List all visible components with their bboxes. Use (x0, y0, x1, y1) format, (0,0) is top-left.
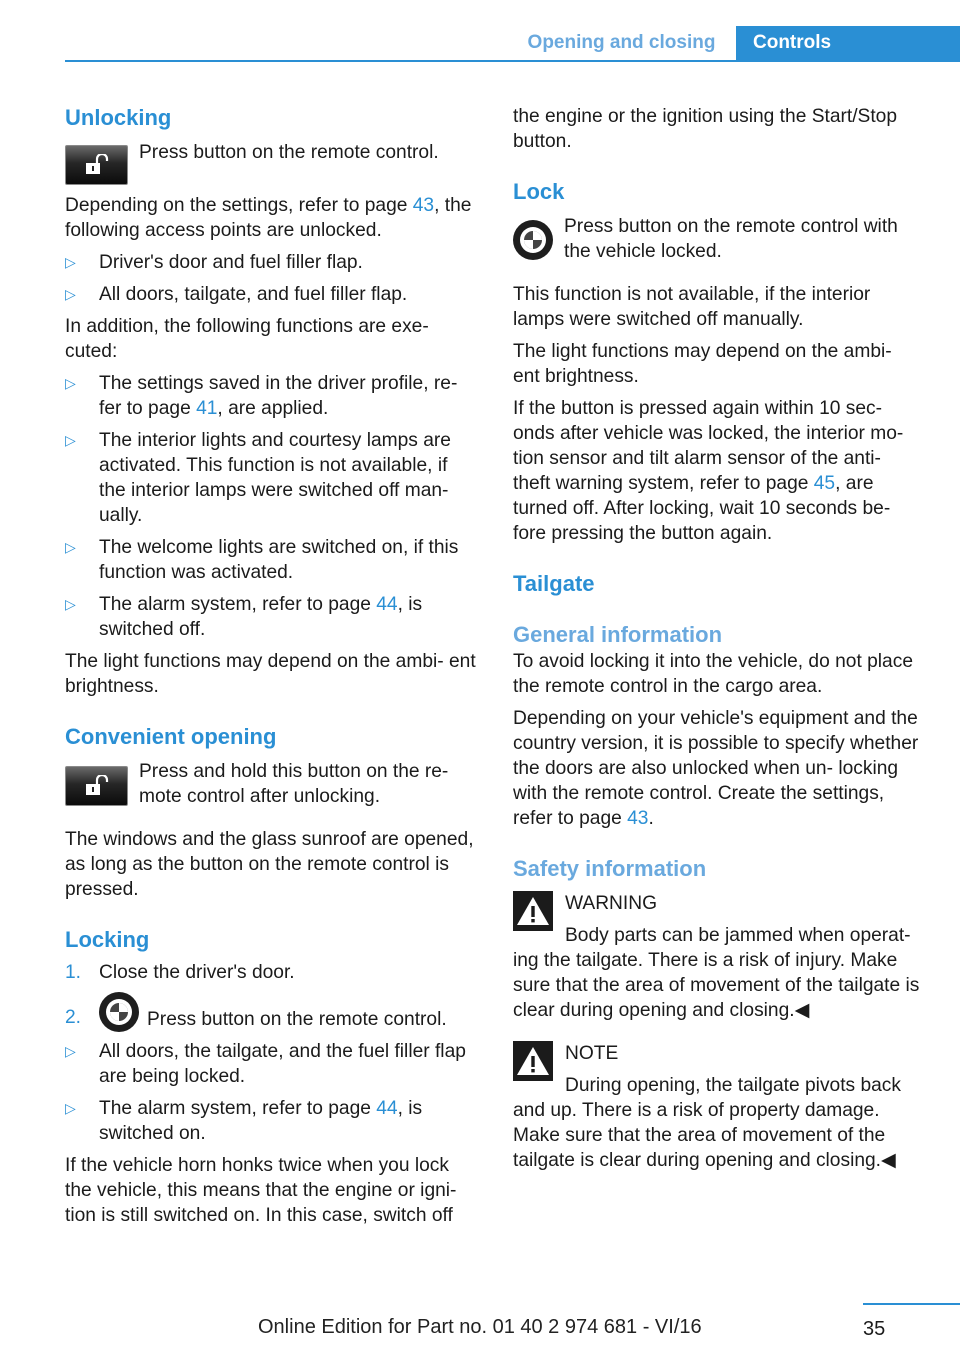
warning-block: WARNING Body parts can be jammed when operat‐ (513, 891, 923, 948)
unlock-icon (65, 766, 128, 806)
unlock-para: Depending on the settings, refer to page 43, the following access points are unlocked. (65, 195, 472, 241)
triangle-bullet-icon: ▷ (65, 432, 76, 448)
triangle-bullet-icon: ▷ (65, 1100, 76, 1116)
triangle-bullet-icon: ▷ (65, 375, 76, 391)
bmw-lock-button-icon (99, 992, 139, 1032)
convenient-para: The windows and the glass sunroof are opened, as long as the button on the remote control is pressed. (65, 829, 474, 900)
left-column (65, 104, 479, 1228)
note-block: NOTE During opening, the tailgate pivots back (513, 1041, 923, 1098)
lock-para-1: This function is not available, if the interior lamps were switched off manually. (513, 284, 871, 330)
unlock-button-text: Press button on the remote control. (139, 142, 439, 163)
continued-para: the engine or the ignition using the Start/Stop button. (513, 106, 898, 152)
unlocking-heading: Unlocking (65, 105, 172, 130)
lock-button-text: Press button on the remote control with the vehicle locked. (564, 216, 898, 262)
list-item: ▷ All doors, the tailgate, and the fuel filler flap are being locked. (65, 1041, 466, 1087)
locking-heading: Locking (65, 927, 150, 952)
convenient-button-row (65, 759, 479, 809)
list-item: 2. Press button on the remote control. (65, 992, 479, 1032)
list-item: ▷ The alarm system, refer to page 44, is switched on. (65, 1098, 423, 1144)
page-link-45[interactable]: 45 (813, 473, 836, 494)
chapter-tab[interactable]: Controls (736, 26, 960, 62)
triangle-bullet-icon: ▷ (65, 286, 76, 302)
list-item: ▷ All doors, tailgate, and fuel filler flap. (65, 284, 408, 305)
triangle-bullet-icon: ▷ (65, 254, 76, 270)
list-item: ▷ The alarm system, refer to page 44, is switched off. (65, 594, 423, 640)
list-item: ▷ Driver's door and fuel filler flap. (65, 252, 363, 273)
lock-button-row (513, 214, 923, 264)
lock-heading: Lock (513, 179, 565, 204)
right-column (513, 104, 923, 1173)
unlock-icon (65, 145, 128, 185)
note-label: NOTE (565, 1043, 619, 1064)
locking-para: If the vehicle horn honks twice when you lock the vehicle, this means that the engine or igni‐ tion is still switched on. In this case, switch off (65, 1155, 457, 1226)
triangle-bullet-icon: ▷ (65, 596, 76, 612)
general-information-heading: General information (513, 622, 723, 647)
page-link-41[interactable]: 41 (196, 398, 218, 419)
safety-information-heading: Safety information (513, 856, 707, 881)
unlock-button-row (65, 140, 479, 185)
convenient-button-text: Press and hold this button on the re‐ mote control after unlocking. (139, 761, 449, 807)
note-text: and up. There is a risk of property damage. Make sure that the area of movement of the tailgate is clear during opening and closing.◀ (513, 1100, 896, 1171)
bmw-lock-button-icon (513, 220, 553, 260)
page-link-44[interactable]: 44 (376, 594, 398, 615)
edition-footer: Online Edition for Part no. 01 40 2 974 681 - VI/16 (258, 1316, 702, 1338)
lock-para-2: The light functions may depend on the ambi‐ ent brightness. (513, 341, 892, 387)
addition-para: In addition, the following functions are exe‐ cuted: (65, 316, 429, 362)
page-number: 35 (863, 1318, 886, 1340)
warning-icon (513, 1041, 553, 1081)
warning-text: ing the tailgate. There is a risk of injury. Make sure that the area of movement of the tailgate is clear during opening and closing.◀ (513, 950, 920, 1021)
list-item: ▷ The settings saved in the driver profile, re‐ fer to page 41, are applied. (65, 373, 458, 419)
convenient-opening-heading: Convenient opening (65, 724, 277, 749)
page-link-43[interactable]: 43 (627, 808, 649, 829)
page-link-43[interactable]: 43 (412, 195, 435, 216)
list-item: ▷ The welcome lights are switched on, if this function was activated. (65, 537, 459, 583)
warning-label: WARNING (565, 893, 658, 914)
page-link-44[interactable]: 44 (376, 1098, 398, 1119)
tailgate-heading: Tailgate (513, 571, 595, 596)
lock-para-3: If the button is pressed again within 10 sec‐ onds after vehicle was locked, the interior mo‐ tion sensor and tilt alarm sensor of the anti- theft warning system, refer to page 45, are turned off. After locking, wait 10 seconds be‐ fore pressing the button again. (513, 398, 904, 544)
footer-rule (863, 1303, 960, 1305)
warning-icon (513, 891, 553, 931)
light-para: The light functions may depend on the ambi‐ ent brightness. (65, 651, 476, 697)
general-para-1: To avoid locking it into the vehicle, do not place the remote control in the cargo area. (513, 651, 913, 697)
triangle-bullet-icon: ▷ (65, 539, 76, 555)
triangle-bullet-icon: ▷ (65, 1043, 76, 1059)
list-item: 1. Close the driver's door. (65, 962, 295, 983)
section-tab[interactable]: Opening and closing (527, 32, 716, 53)
list-item: ▷ The interior lights and courtesy lamps are activated. This function is not available, if the interior lamps were switched off man‐ ually. (65, 430, 451, 526)
general-para-2: Depending on your vehicle's equipment and the country version, it is possible to specify whether the doors are also unlocked when un‐ locking with the remote control. Create the settings, refer to page 43. (513, 708, 919, 829)
